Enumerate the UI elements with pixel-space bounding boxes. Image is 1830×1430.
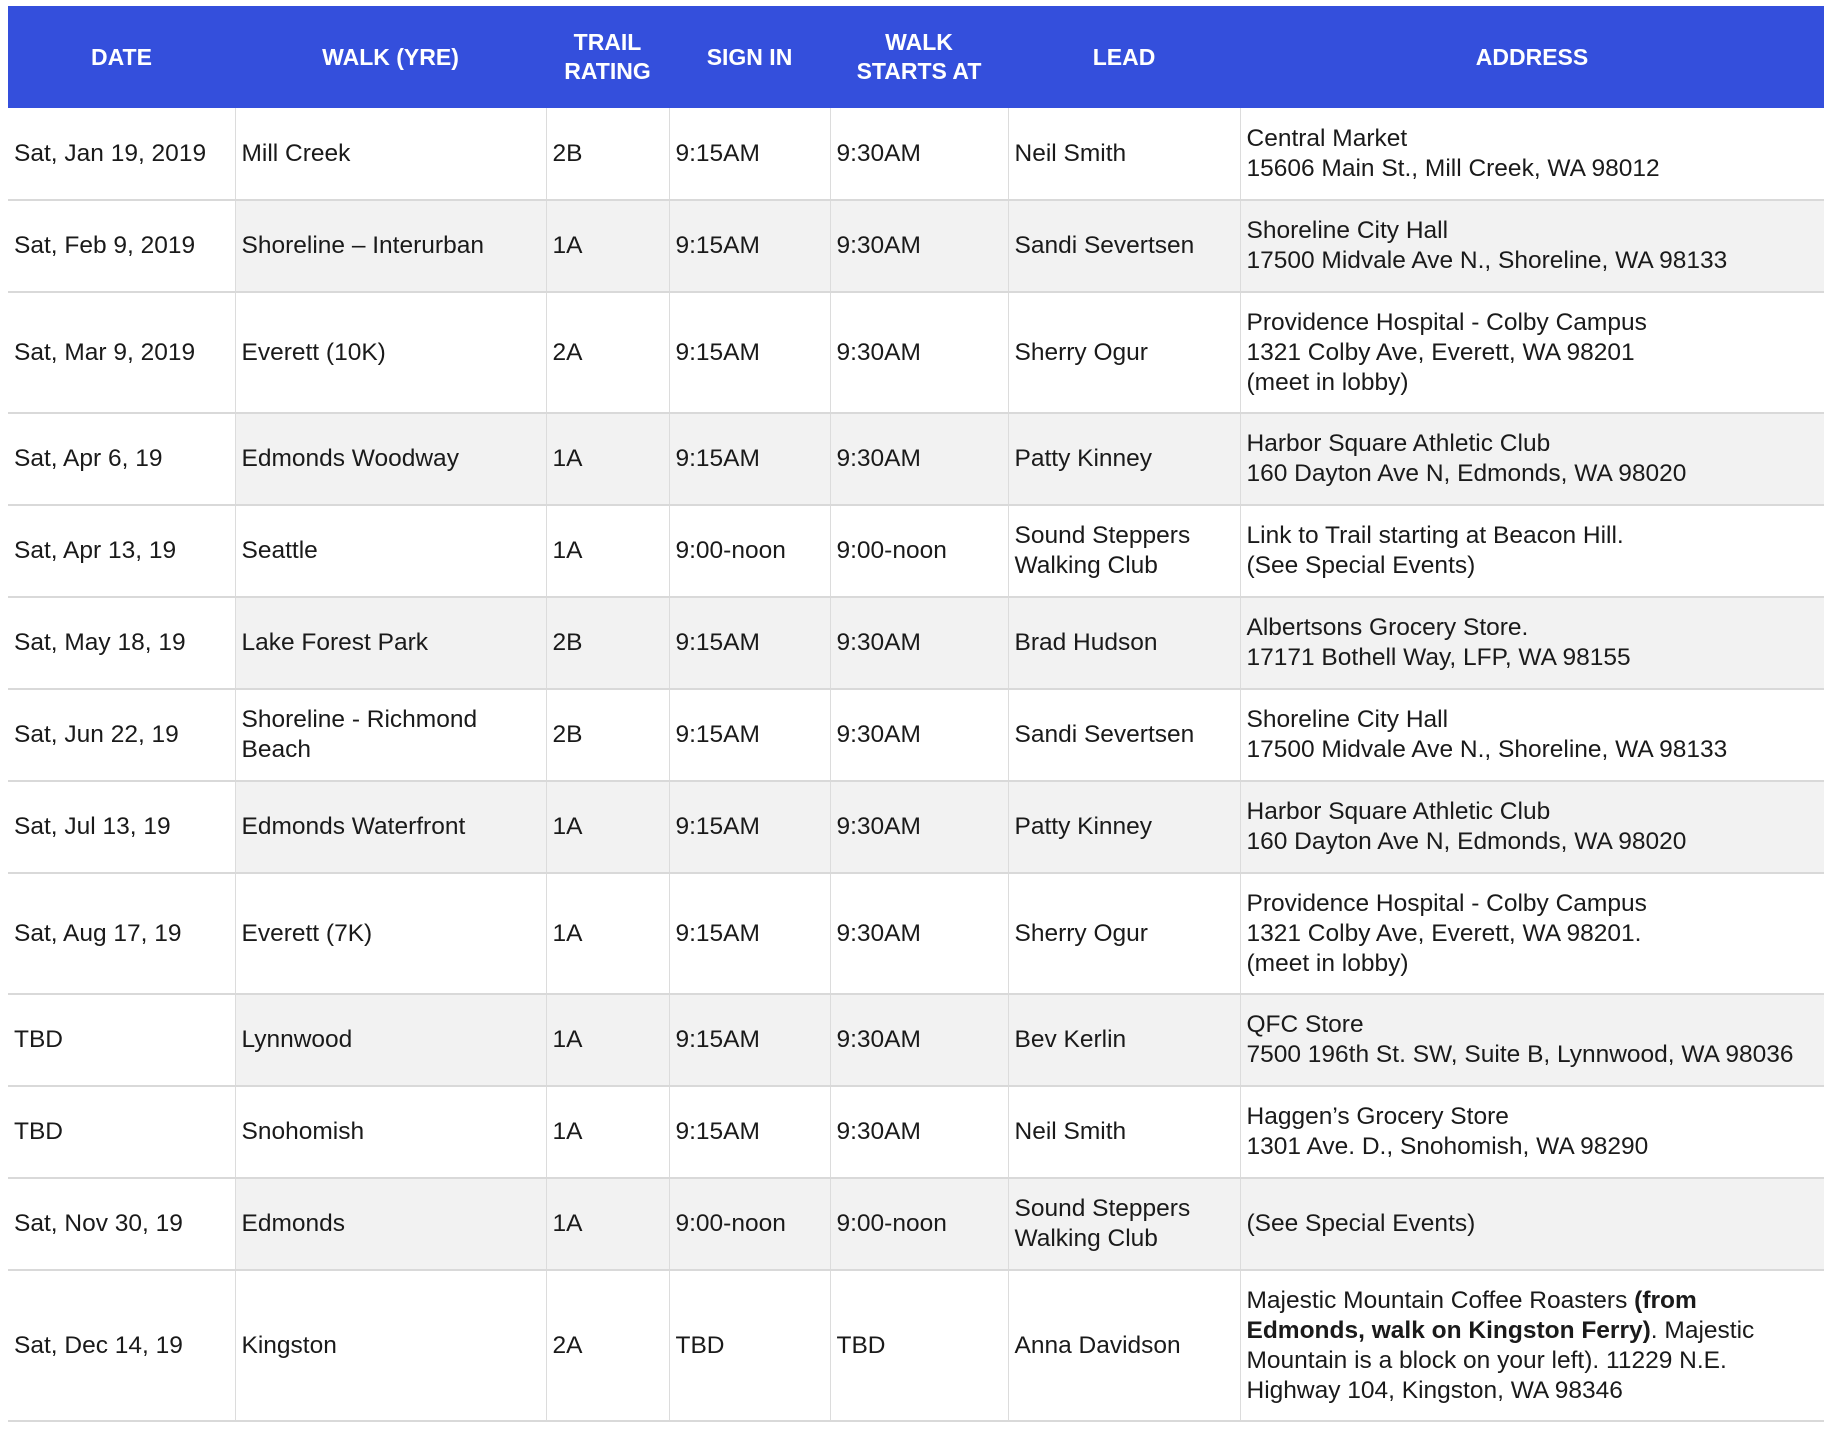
cell-address: [1240, 1178, 1824, 1270]
header-address: ADDRESS: [1240, 6, 1824, 108]
header-sign-in: SIGN IN: [669, 6, 830, 108]
cell-lead: Sandi Severtsen: [1008, 200, 1240, 292]
cell-address: [1240, 689, 1824, 781]
cell-date: Sat, Mar 9, 2019: [8, 292, 235, 413]
header-lead: LEAD: [1008, 6, 1240, 108]
address-line: QFC Store: [1246, 1011, 1364, 1038]
address-line: Harbor Square Athletic Club: [1246, 430, 1551, 457]
address-line: Providence Hospital - Colby Campus: [1246, 889, 1647, 917]
cell-rating: 2B: [546, 108, 669, 200]
cell-sign-in: 9:15AM: [669, 292, 830, 413]
table-header: [8, 6, 1824, 108]
cell-address: [1240, 873, 1824, 994]
address-line: 15606 Main St., Mill Creek, WA 98012: [1246, 154, 1660, 182]
cell-walk: Seattle: [235, 505, 546, 597]
cell-walk: Everett (10K): [235, 292, 546, 413]
cell-lead: Patty Kinney: [1008, 781, 1240, 873]
cell-walk-starts: 9:30AM: [830, 873, 1008, 994]
header-trail-rating: [546, 6, 669, 108]
cell-walk-starts: 9:00-noon: [830, 505, 1008, 597]
address-line: 17500 Midvale Ave N., Shoreline, WA 98133: [1246, 247, 1728, 274]
cell-date: Sat, Feb 9, 2019: [8, 200, 235, 292]
cell-sign-in: 9:00-noon: [669, 505, 830, 597]
cell-walk-starts: 9:30AM: [830, 689, 1008, 781]
address-text: Majestic Mountain Coffee Roasters: [1246, 1286, 1635, 1314]
cell-rating: 2B: [546, 597, 669, 689]
address-line: (See Special Events): [1246, 1210, 1476, 1237]
cell-rating: 2A: [546, 292, 669, 413]
cell-sign-in: 9:15AM: [669, 200, 830, 292]
cell-date: Sat, Dec 14, 19: [8, 1270, 235, 1421]
cell-address: [1240, 1270, 1824, 1421]
cell-sign-in: 9:15AM: [669, 108, 830, 200]
address-line: Link to Trail starting at Beacon Hill.: [1246, 522, 1624, 549]
cell-sign-in: 9:15AM: [669, 689, 830, 781]
cell-lead: Sherry Ogur: [1008, 292, 1240, 413]
cell-lead: Sound Steppers Walking Club: [1008, 1178, 1240, 1270]
cell-walk: Lynnwood: [235, 994, 546, 1086]
address-line: 1301 Ave. D., Snohomish, WA 98290: [1246, 1133, 1649, 1160]
cell-sign-in: 9:15AM: [669, 873, 830, 994]
walk-schedule-table: [8, 6, 1824, 1422]
table-row: [8, 1086, 1824, 1178]
cell-rating: 1A: [546, 1086, 669, 1178]
address-line: Shoreline City Hall: [1246, 217, 1449, 244]
address-line: Shoreline City Hall: [1246, 706, 1449, 733]
cell-walk-starts: 9:30AM: [830, 781, 1008, 873]
cell-sign-in: 9:15AM: [669, 413, 830, 505]
table-row: [8, 781, 1824, 873]
cell-date: Sat, Nov 30, 19: [8, 1178, 235, 1270]
header-trail-rating-line2: RATING: [564, 58, 651, 84]
header-walk-starts: [830, 6, 1008, 108]
cell-sign-in: 9:15AM: [669, 1086, 830, 1178]
cell-rating: 1A: [546, 413, 669, 505]
cell-date: TBD: [8, 1086, 235, 1178]
cell-sign-in: 9:15AM: [669, 994, 830, 1086]
cell-walk: Mill Creek: [235, 108, 546, 200]
table-row: [8, 1270, 1824, 1421]
table-row: [8, 505, 1824, 597]
cell-lead: Sandi Severtsen: [1008, 689, 1240, 781]
cell-walk: Everett (7K): [235, 873, 546, 994]
address-line: Central Market: [1246, 124, 1408, 152]
cell-address: [1240, 413, 1824, 505]
cell-walk-starts: 9:30AM: [830, 597, 1008, 689]
cell-rating: 1A: [546, 873, 669, 994]
cell-rating: 2B: [546, 689, 669, 781]
cell-walk: Kingston: [235, 1270, 546, 1421]
address-line: 160 Dayton Ave N, Edmonds, WA 98020: [1246, 460, 1687, 487]
cell-walk-starts: TBD: [830, 1270, 1008, 1421]
cell-address: [1240, 292, 1824, 413]
address-line: Haggen’s Grocery Store: [1246, 1103, 1509, 1130]
cell-rating: 2A: [546, 1270, 669, 1421]
cell-walk-starts: 9:30AM: [830, 292, 1008, 413]
cell-address: [1240, 781, 1824, 873]
cell-walk: Shoreline – Interurban: [235, 200, 546, 292]
header-row: [8, 6, 1824, 108]
address-line: 7500 196th St. SW, Suite B, Lynnwood, WA 98036: [1246, 1041, 1794, 1068]
address-line: Albertsons Grocery Store.: [1246, 614, 1529, 641]
cell-walk: Snohomish: [235, 1086, 546, 1178]
table-row: [8, 200, 1824, 292]
cell-walk: Shoreline - Richmond Beach: [235, 689, 546, 781]
cell-address: [1240, 108, 1824, 200]
address-text: . Majestic Mountain is a block on your left). 11229 N.E. Highway 104, Kingston, WA 98346: [1246, 1316, 1755, 1404]
cell-walk: Edmonds Waterfront: [235, 781, 546, 873]
table-row: [8, 689, 1824, 781]
address-line: 1321 Colby Ave, Everett, WA 98201: [1246, 338, 1635, 366]
header-date: DATE: [8, 6, 235, 108]
table-row: [8, 1178, 1824, 1270]
cell-address: [1240, 505, 1824, 597]
cell-date: Sat, Apr 6, 19: [8, 413, 235, 505]
cell-walk: Edmonds: [235, 1178, 546, 1270]
cell-address: [1240, 597, 1824, 689]
cell-date: Sat, Jul 13, 19: [8, 781, 235, 873]
cell-lead: Sherry Ogur: [1008, 873, 1240, 994]
table-row: [8, 873, 1824, 994]
address-line: 1321 Colby Ave, Everett, WA 98201.: [1246, 919, 1642, 947]
header-walk: WALK (YRE): [235, 6, 546, 108]
cell-rating: 1A: [546, 994, 669, 1086]
cell-rating: 1A: [546, 1178, 669, 1270]
cell-walk: Lake Forest Park: [235, 597, 546, 689]
cell-date: TBD: [8, 994, 235, 1086]
cell-lead: Neil Smith: [1008, 108, 1240, 200]
cell-address: [1240, 1086, 1824, 1178]
cell-date: Sat, Jun 22, 19: [8, 689, 235, 781]
cell-date: Sat, Jan 19, 2019: [8, 108, 235, 200]
cell-walk-starts: 9:30AM: [830, 1086, 1008, 1178]
cell-walk-starts: 9:30AM: [830, 413, 1008, 505]
address-line: Providence Hospital - Colby Campus: [1246, 308, 1647, 336]
header-walk-starts-line2: STARTS AT: [856, 58, 982, 84]
address-line: (meet in lobby): [1246, 949, 1409, 977]
address-line: (meet in lobby): [1246, 368, 1409, 396]
table-row: [8, 597, 1824, 689]
header-walk-starts-line1: WALK: [885, 29, 953, 55]
cell-walk: Edmonds Woodway: [235, 413, 546, 505]
cell-sign-in: TBD: [669, 1270, 830, 1421]
cell-rating: 1A: [546, 505, 669, 597]
cell-date: Sat, Aug 17, 19: [8, 873, 235, 994]
cell-date: Sat, Apr 13, 19: [8, 505, 235, 597]
header-trail-rating-line1: TRAIL: [573, 29, 642, 55]
address-ferry-note: (from Edmonds, walk on Kingston Ferry): [1246, 1286, 1697, 1344]
cell-address: [1240, 200, 1824, 292]
address-line: 160 Dayton Ave N, Edmonds, WA 98020: [1246, 828, 1687, 855]
walk-schedule: [8, 6, 1824, 1422]
table-row: [8, 413, 1824, 505]
cell-address: [1240, 994, 1824, 1086]
cell-rating: 1A: [546, 200, 669, 292]
cell-lead: Brad Hudson: [1008, 597, 1240, 689]
cell-walk-starts: 9:30AM: [830, 200, 1008, 292]
cell-rating: 1A: [546, 781, 669, 873]
cell-lead: Sound Steppers Walking Club: [1008, 505, 1240, 597]
cell-lead: Patty Kinney: [1008, 413, 1240, 505]
cell-walk-starts: 9:00-noon: [830, 1178, 1008, 1270]
address-line: 17171 Bothell Way, LFP, WA 98155: [1246, 644, 1631, 671]
table-row: [8, 994, 1824, 1086]
address-line: 17500 Midvale Ave N., Shoreline, WA 98133: [1246, 736, 1728, 763]
address-line: (See Special Events): [1246, 552, 1476, 579]
cell-date: Sat, May 18, 19: [8, 597, 235, 689]
cell-sign-in: 9:15AM: [669, 597, 830, 689]
cell-lead: Bev Kerlin: [1008, 994, 1240, 1086]
address-line: Harbor Square Athletic Club: [1246, 798, 1551, 825]
cell-walk-starts: 9:30AM: [830, 108, 1008, 200]
cell-lead: Anna Davidson: [1008, 1270, 1240, 1421]
cell-sign-in: 9:15AM: [669, 781, 830, 873]
cell-lead: Neil Smith: [1008, 1086, 1240, 1178]
cell-walk-starts: 9:30AM: [830, 994, 1008, 1086]
table-row: [8, 108, 1824, 200]
cell-sign-in: 9:00-noon: [669, 1178, 830, 1270]
table-row: [8, 292, 1824, 413]
table-body: [8, 108, 1824, 1421]
